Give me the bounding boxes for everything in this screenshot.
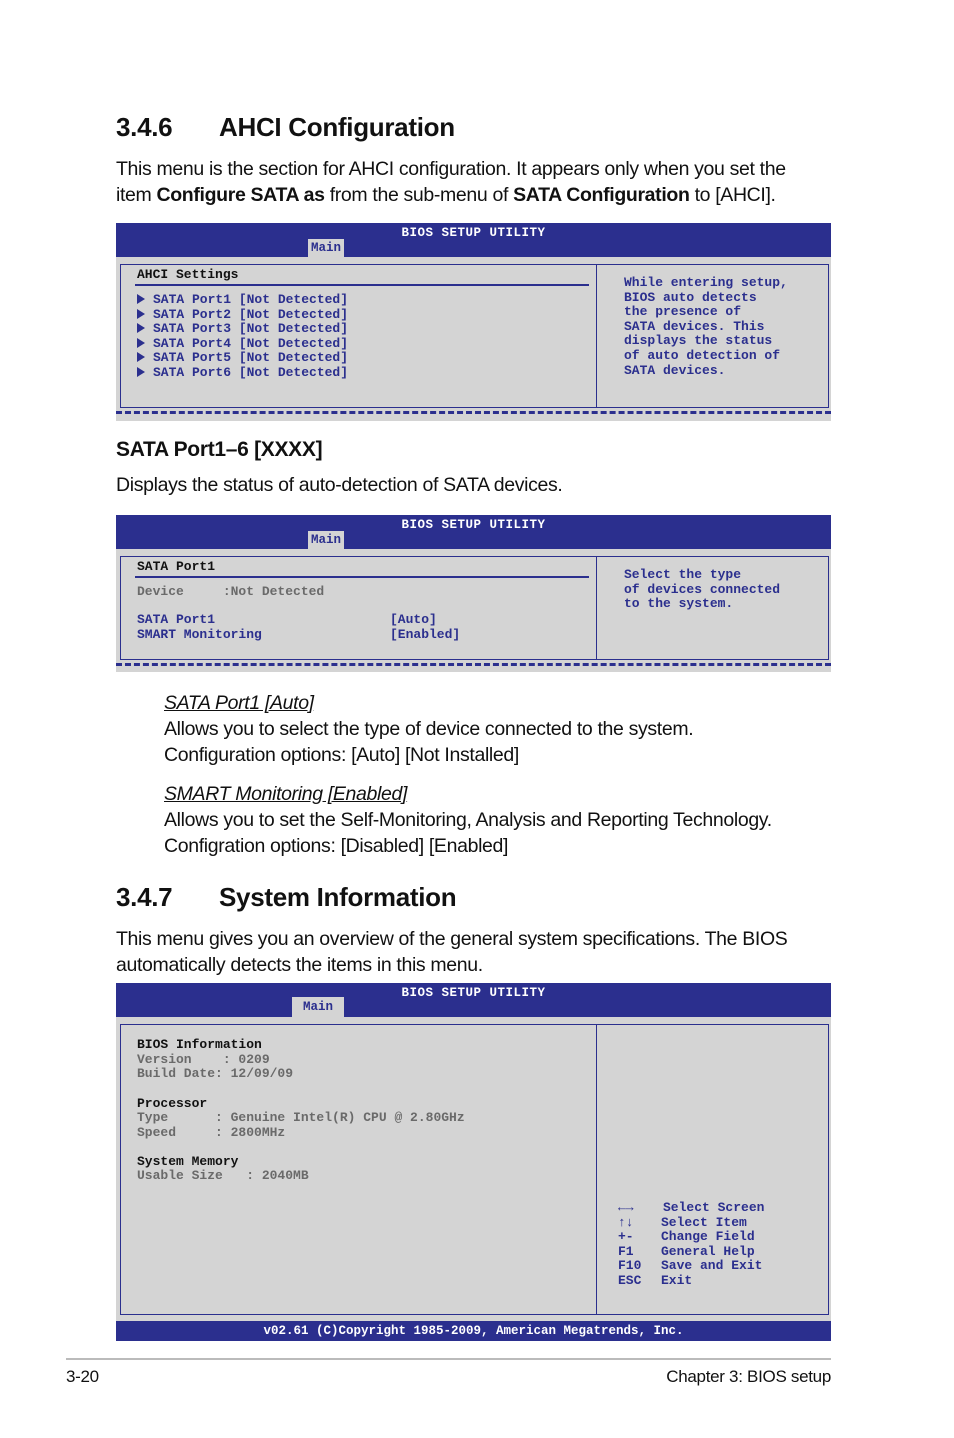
help-line: While entering setup,	[624, 275, 788, 290]
key-action: General Help	[661, 1243, 755, 1259]
key-legend-row	[618, 1230, 764, 1245]
bios-help-panel	[596, 556, 829, 660]
bios-screen-sata-port1	[116, 515, 831, 672]
key-label: F1	[618, 1243, 634, 1259]
chapter-label: Chapter 3: BIOS setup	[666, 1367, 831, 1386]
bios-left-panel	[120, 264, 598, 408]
memory-heading: System Memory	[137, 1153, 239, 1169]
key-action: Save and Exit	[661, 1258, 763, 1274]
help-line: BIOS auto detects	[624, 289, 757, 305]
section-heading-system-info	[116, 882, 456, 913]
bios-title: BIOS SETUP UTILITY	[401, 226, 546, 240]
sata-port-label: SATA Port6 [Not Detected]	[153, 364, 349, 380]
option-config: Configration options: [Disabled] [Enabled]	[164, 835, 509, 857]
key-legend	[618, 1201, 764, 1289]
heading-underline	[135, 284, 589, 286]
key-action: Change Field	[661, 1229, 755, 1245]
sata-port-item[interactable]	[137, 366, 348, 381]
key-label: +-	[618, 1229, 634, 1245]
help-line: SATA devices.	[624, 362, 726, 378]
sata-port-item[interactable]	[137, 308, 348, 323]
sata-port1-option-label[interactable]: SATA Port1	[137, 612, 216, 627]
ahci-intro-line-2	[116, 182, 836, 208]
sata-port-label: SATA Port5 [Not Detected]	[153, 350, 349, 366]
submenu-arrow-icon	[137, 352, 145, 362]
bios-screen-ahci	[116, 223, 831, 421]
sata-port-item[interactable]	[137, 293, 348, 308]
bios-left-panel	[120, 556, 598, 660]
intro-bold-sata-configuration: SATA Configuration	[513, 184, 690, 206]
bios-title: BIOS SETUP UTILITY	[401, 986, 546, 1000]
key-label: F10	[618, 1258, 642, 1274]
option-title-sata-port1: SATA Port1 [Auto]	[164, 692, 314, 714]
key-legend-row	[618, 1201, 764, 1216]
sata-port-label: SATA Port2 [Not Detected]	[153, 306, 349, 322]
smart-monitoring-value[interactable]: [Enabled]	[390, 627, 461, 642]
option-config: Configuration options: [Auto] [Not Installed]	[164, 744, 519, 766]
bios-build-date: Build Date: 12/09/09	[137, 1066, 294, 1082]
section-heading-ahci	[116, 112, 455, 143]
spacer	[137, 1082, 465, 1087]
submenu-arrow-icon	[137, 338, 145, 348]
key-legend-row	[618, 1216, 764, 1231]
sata-port-item[interactable]	[137, 351, 348, 366]
sata-port-label: SATA Port4 [Not Detected]	[153, 335, 349, 351]
sata-port-item[interactable]	[137, 337, 348, 352]
key-action: Select Screen	[663, 1200, 765, 1215]
footer-rule	[66, 1358, 831, 1360]
bios-help-panel	[596, 264, 829, 408]
intro-bold-configure-sata: Configure SATA as	[156, 184, 325, 206]
bios-left-panel	[120, 1024, 598, 1315]
sata-port-list	[137, 293, 348, 381]
section-number: 3.4.6	[116, 112, 173, 142]
bios-help-panel	[596, 1024, 829, 1315]
sata-port1-heading: SATA Port1	[137, 559, 216, 574]
help-text	[624, 568, 780, 612]
bios-info-heading: BIOS Information	[137, 1037, 262, 1052]
key-label: ESC	[618, 1272, 642, 1288]
submenu-arrow-icon	[137, 294, 145, 304]
option-descriptions	[164, 690, 844, 859]
system-info-intro-line-2: automatically detects the items in this menu.	[116, 954, 483, 976]
help-line: to the system.	[624, 596, 734, 612]
help-line: the presence of	[624, 304, 742, 320]
processor-heading: Processor	[137, 1095, 208, 1111]
ahci-settings-heading: AHCI Settings	[137, 267, 239, 282]
system-info-list	[137, 1038, 465, 1184]
bios-version: Version : 0209	[137, 1051, 270, 1067]
option-desc: Allows you to select the type of device connected to the system.	[164, 718, 694, 740]
intro-text: from the sub-menu of	[324, 184, 514, 206]
sata-port-heading: SATA Port1–6 [XXXX]	[116, 438, 323, 461]
bios-header	[116, 983, 831, 1017]
key-legend-row	[618, 1274, 764, 1289]
sata-port-description: Displays the status of auto-detection of SATA devices.	[116, 474, 563, 496]
system-info-intro	[116, 926, 836, 978]
sata-port-label: SATA Port3 [Not Detected]	[153, 321, 349, 337]
ahci-intro-line-1: This menu is the section for AHCI configuration. It appears only when you set the	[116, 158, 786, 180]
processor-speed: Speed : 2800MHz	[137, 1124, 286, 1140]
help-line: Select the type	[624, 567, 742, 582]
bios-header	[116, 515, 831, 549]
key-action: Exit	[661, 1272, 693, 1288]
intro-text: item	[116, 184, 157, 206]
dashed-divider	[116, 411, 831, 414]
submenu-arrow-icon	[137, 309, 145, 319]
bios-copyright-bar: v02.61 (C)Copyright 1985-2009, American Megatrends, Inc.	[116, 1321, 831, 1341]
option-title-smart-monitoring: SMART Monitoring [Enabled]	[164, 783, 408, 805]
key-legend-row	[618, 1245, 764, 1260]
processor-type: Type : Genuine Intel(R) CPU @ 2.80GHz	[137, 1110, 465, 1126]
dashed-divider	[116, 663, 831, 666]
bios-screen-system-info	[116, 983, 831, 1341]
section-title: AHCI Configuration	[219, 112, 455, 142]
ahci-intro	[116, 156, 836, 208]
sata-port-item[interactable]	[137, 322, 348, 337]
sata-port-label: SATA Port1 [Not Detected]	[153, 292, 349, 307]
bios-header	[116, 223, 831, 257]
submenu-arrow-icon	[137, 323, 145, 333]
key-legend-row	[618, 1259, 764, 1274]
arrow-up-down-icon: ↑↓	[618, 1214, 634, 1230]
tab-main[interactable]: Main	[308, 531, 344, 549]
intro-text: to [AHCI].	[689, 184, 776, 206]
help-line: SATA devices. This	[624, 318, 765, 334]
page-number: 3-20	[66, 1367, 99, 1386]
arrow-left-right-icon: ←→	[618, 1200, 634, 1215]
section-number: 3.4.7	[116, 882, 173, 912]
key-action: Select Item	[661, 1214, 747, 1230]
smart-monitoring-label[interactable]: SMART Monitoring	[137, 627, 262, 642]
help-line: of devices connected	[624, 581, 781, 597]
tab-main[interactable]: Main	[292, 997, 344, 1017]
help-line: of auto detection of	[624, 347, 781, 363]
sata-port1-option-value[interactable]: [Auto]	[390, 612, 437, 627]
option-desc: Allows you to set the Self-Monitoring, Analysis and Reporting Technology.	[164, 809, 772, 831]
heading-underline	[135, 576, 589, 578]
bios-title: BIOS SETUP UTILITY	[401, 518, 546, 532]
memory-usable-size: Usable Size : 2040MB	[137, 1168, 309, 1184]
system-info-intro-line-1: This menu gives you an overview of the general system specifications. The BIOS	[116, 928, 788, 950]
tab-main[interactable]: Main	[308, 239, 344, 257]
section-title: System Information	[219, 882, 457, 912]
device-status: Device :Not Detected	[137, 584, 325, 599]
submenu-arrow-icon	[137, 367, 145, 377]
help-text	[624, 276, 788, 378]
help-line: displays the status	[624, 333, 773, 349]
